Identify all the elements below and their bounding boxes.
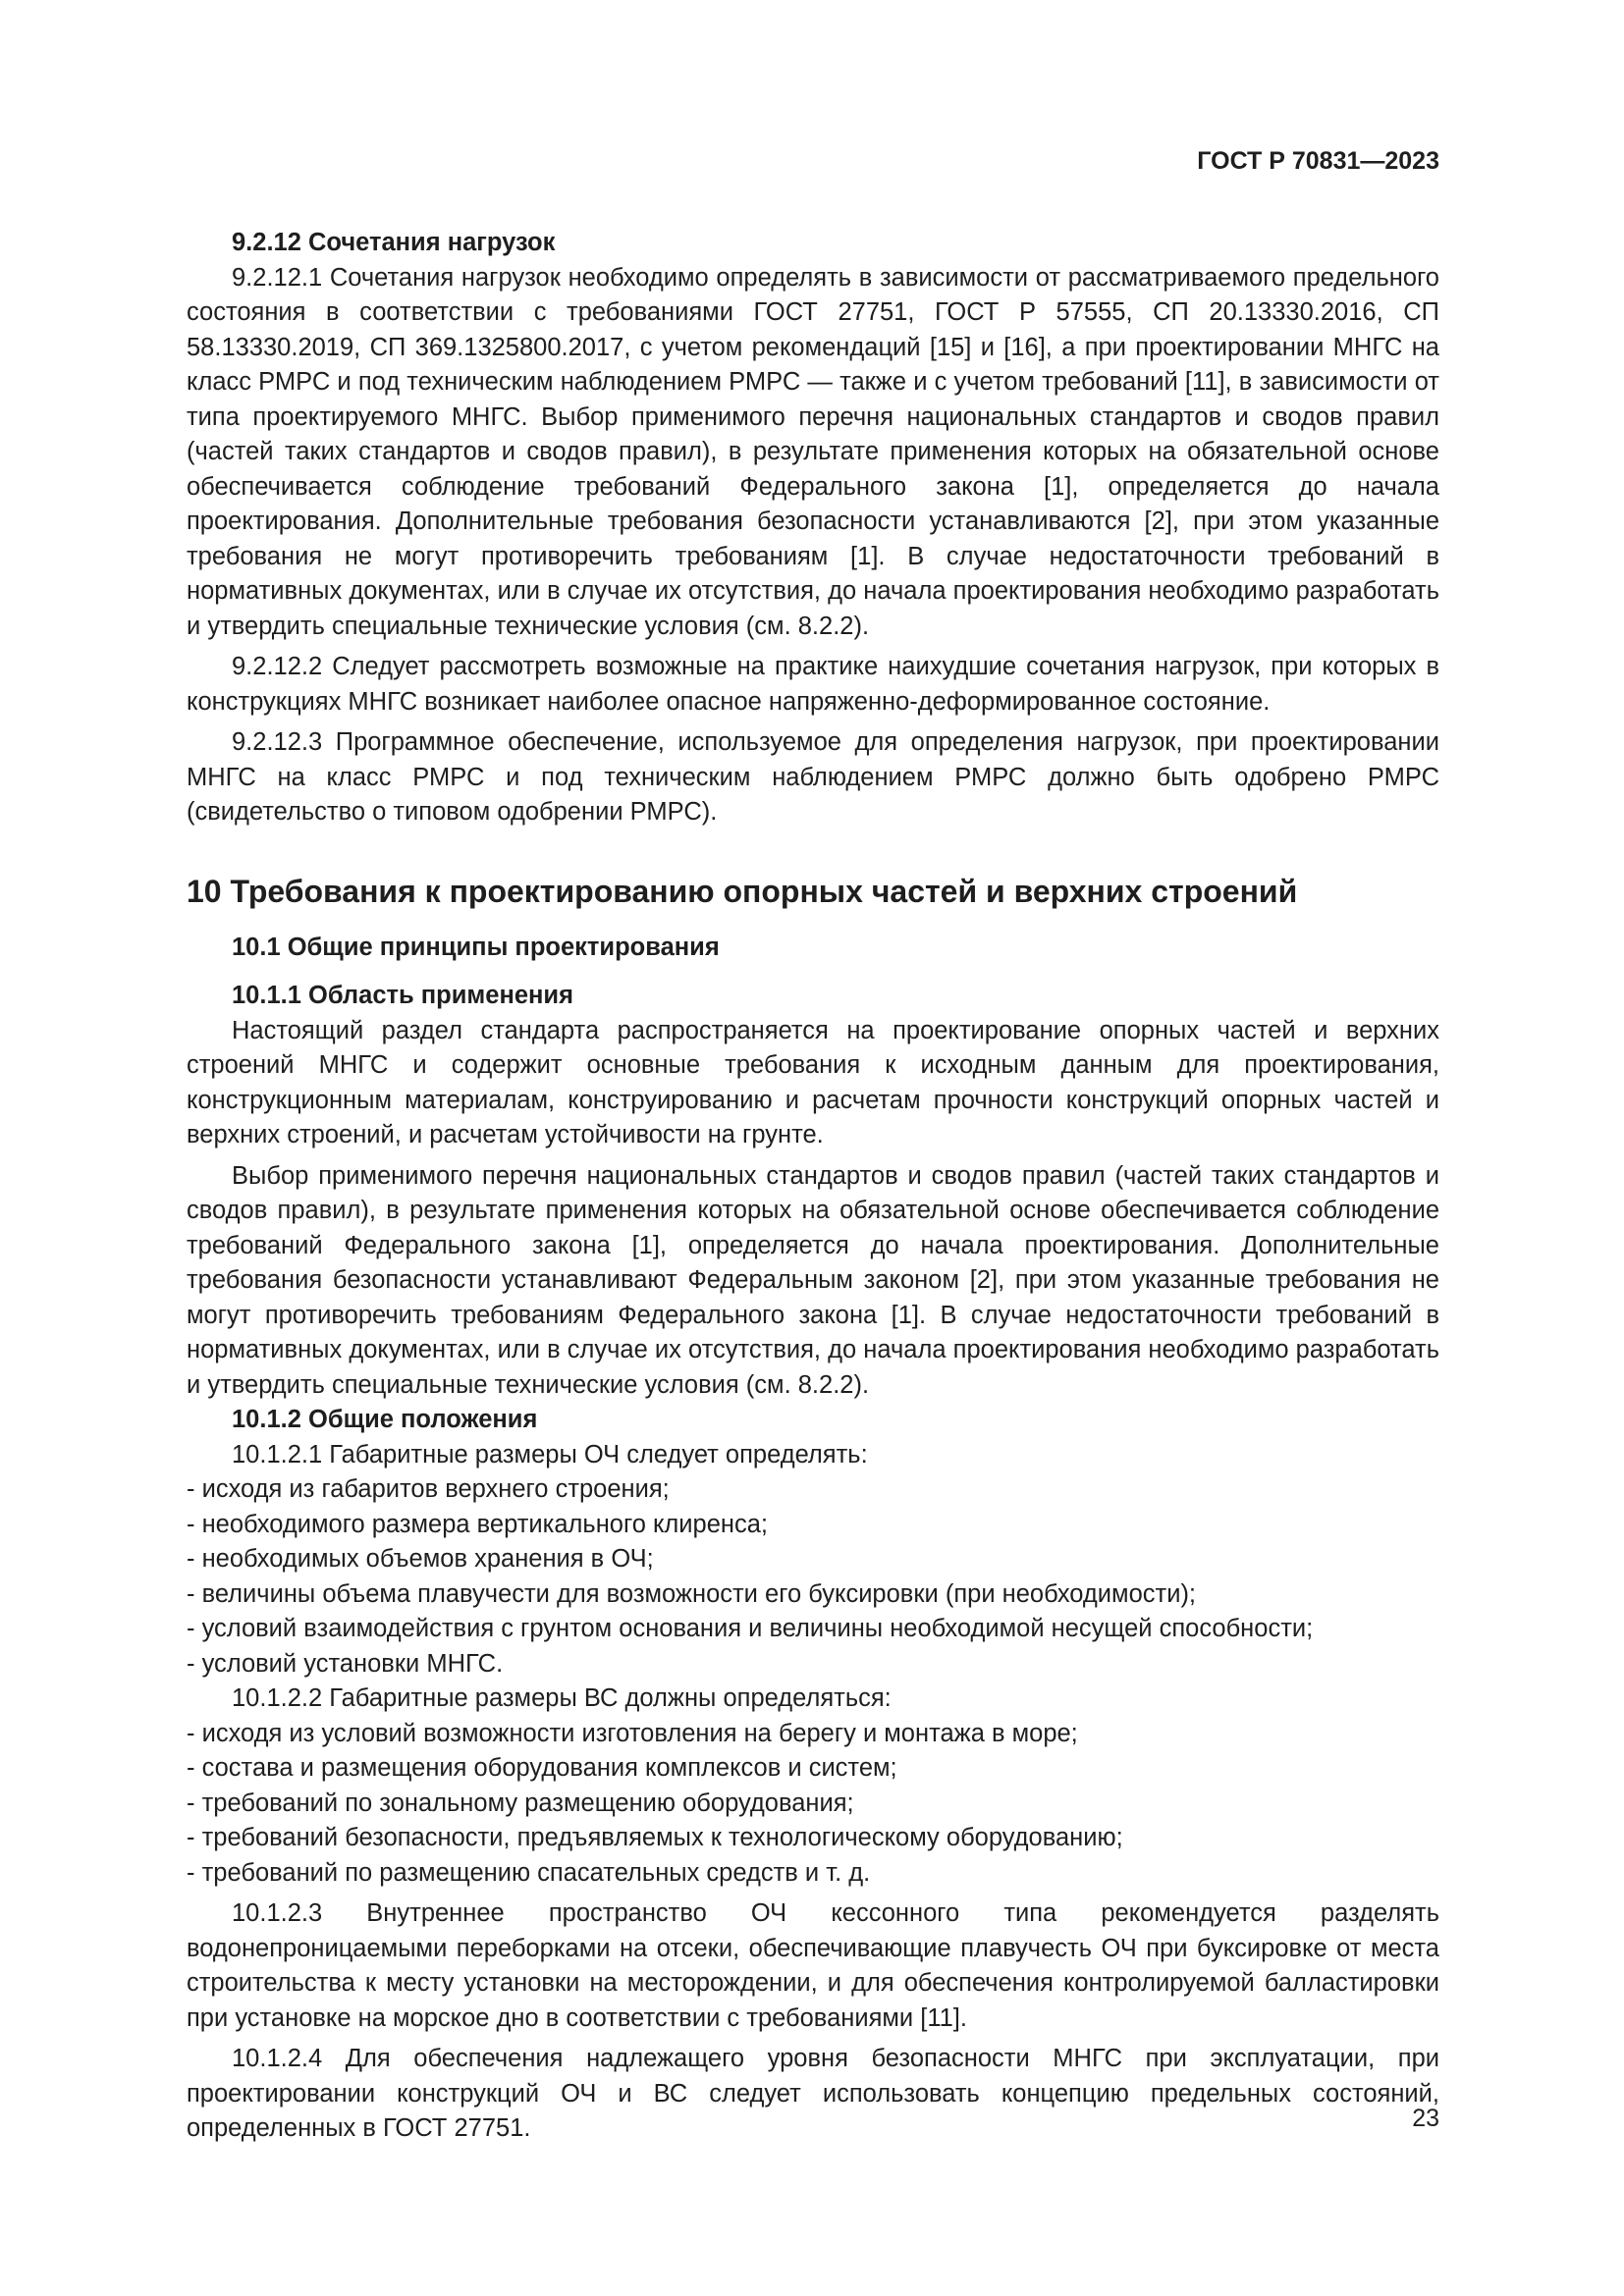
- paragraph-10-1-2-4: 10.1.2.4 Для обеспечения надлежащего уровня безопасности МНГС при эксплуатации, при проектировании конструкций ОЧ и ВС следует использовать концепцию предельных состояний, определенных в ГОСТ 27751.: [187, 2045, 1439, 2142]
- list-item: - требований безопасности, предъявляемых к технологическому оборудованию;: [187, 1824, 1123, 1851]
- section-10-title: 10 Требования к проектированию опорных частей и верхних строений: [187, 873, 1298, 909]
- paragraph-9-2-12-2: 9.2.12.2 Следует рассмотреть возможные на практике наихудшие сочетания нагрузок, при которых в конструкциях МНГС возникает наиболее опасное напряженно-деформированное состояние.: [187, 653, 1439, 716]
- heading-10-1-2: 10.1.2 Общие положения: [232, 1406, 538, 1433]
- list-item: - требований по зональному размещению оборудования;: [187, 1789, 854, 1817]
- list-item: - величины объема плавучести для возможности его буксировки (при необходимости);: [187, 1579, 1197, 1608]
- document-code: ГОСТ Р 70831—2023: [1197, 147, 1439, 175]
- page-number: 23: [1412, 2105, 1439, 2132]
- list-item: - условий установки МНГС.: [187, 1649, 504, 1678]
- paragraph-9-2-12-1: 9.2.12.1 Сочетания нагрузок необходимо определять в зависимости от рассматриваемого предельного состояния в соответствии с требованиями ГОСТ 27751, ГОСТ Р 57555, СП 20.13330.2016, СП 58.13330.2019, СП 369.1325800.2017, с учетом рекомендаций [15] и [16], а при проектировании МНГС на класс РМРС и под техническим наблюдением РМРС — также и с учетом требований [11], в зависимости от типа проектируемого МНГС. Выбор применимого перечня национальных стандартов и сводов правил (частей таких стандартов и сводов правил), в результате применения которых на обязательной основе обеспечивается соблюдение требований Федерального закона [1], определяется до начала проектирования. Дополнительные требования безопасности устанавливаются [2], при этом указанные требования не могут противоречить требованиям [1]. В случае недостаточности требований в нормативных документах, или в случае их отсутствия, до начала проектирования необходимо разработать и утвердить специальные технические условия (см. 8.2.2).: [187, 263, 1439, 640]
- paragraph-10-1-2-3: 10.1.2.3 Внутреннее пространство ОЧ кессонного типа рекомендуется разделять водонепроницаемыми переборками на отсеки, обеспечивающие плавучесть ОЧ при буксировке от места строительства к месту установки на месторождении, и для обеспечения контролируемой балластировки при установке на морское дно в соответствии с требованиями [11].: [187, 1899, 1439, 2032]
- list-item: - состава и размещения оборудования комплексов и систем;: [187, 1754, 897, 1782]
- paragraph-10-1-2-1: 10.1.2.1 Габаритные размеры ОЧ следует определять:: [232, 1440, 868, 1468]
- heading-10-1: 10.1 Общие принципы проектирования: [232, 933, 720, 961]
- list-item: - необходимых объемов хранения в ОЧ;: [187, 1545, 654, 1573]
- paragraph-9-2-12-3: 9.2.12.3 Программное обеспечение, используемое для определения нагрузок, при проектировании МНГС на класс РМРС и под техническим наблюдением РМРС должно быть одобрено РМРС (свидетельство о типовом одобрении РМРС).: [187, 728, 1439, 826]
- list-item: - исходя из условий возможности изготовления на берегу и монтажа в море;: [187, 1719, 1078, 1747]
- heading-10-1-1: 10.1.1 Область применения: [232, 982, 573, 1009]
- list-item: - необходимого размера вертикального клиренса;: [187, 1510, 768, 1538]
- list-item: - требований по размещению спасательных средств и т. д.: [187, 1858, 871, 1887]
- heading-9-2-12: 9.2.12 Сочетания нагрузок: [232, 229, 556, 256]
- paragraph-scope-1: Настоящий раздел стандарта распространяется на проектирование опорных частей и верхних строений МНГС и содержит основные требования к исходным данным для проектирования, конструкционным материалам, конструированию и расчетам прочности конструкций опорных частей и верхних строений, и расчетам устойчивости на грунте.: [187, 1016, 1439, 1148]
- list-item: - исходя из габаритов верхнего строения;: [187, 1475, 670, 1503]
- page-content: [187, 226, 1439, 2147]
- paragraph-10-1-2-2: 10.1.2.2 Габаритные размеры ВС должны определяться:: [232, 1684, 892, 1712]
- paragraph-scope-2: Выбор применимого перечня национальных стандартов и сводов правил (частей таких стандартов и сводов правил), в результате применения которых на обязательной основе обеспечивается соблюдение требований Федерального закона [1], определяется до начала проектирования. Дополнительные требования безопасности устанавливают Федеральным законом [2], при этом указанные требования не могут противоречить требованиям Федерального закона [1]. В случае недостаточности требований в нормативных документах, или в случае их отсутствия, до начала проектирования необходимо разработать и утвердить специальные технические условия (см. 8.2.2).: [187, 1161, 1439, 1399]
- list-item: - условий взаимодействия с грунтом основания и величины необходимой несущей способности;: [187, 1615, 1314, 1642]
